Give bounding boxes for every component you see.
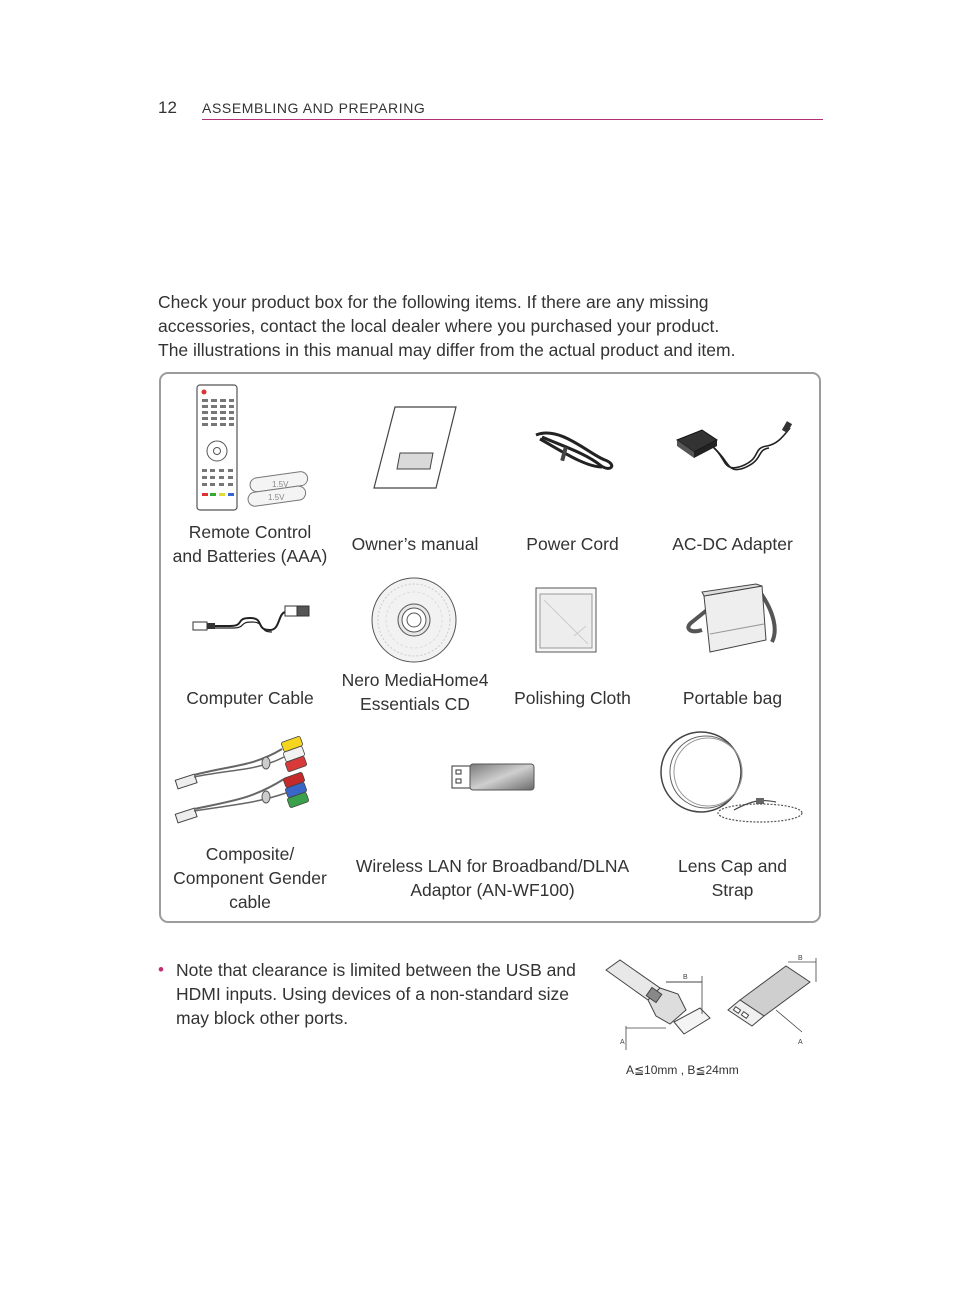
cd-illustration: [370, 576, 460, 664]
intro-line-2: accessories, contact the local dealer where you purchased your product.: [158, 316, 720, 336]
header-rule: [202, 119, 823, 120]
diagram-label-a-1: A: [620, 1039, 625, 1046]
intro-paragraph: [158, 290, 798, 362]
intro-line-1: Check your product box for the following items. If there are any missing: [158, 292, 709, 312]
clearance-dimensions: A≦10mm , B≦24mm: [626, 1063, 739, 1077]
wireless-lan-adaptor-illustration: [450, 762, 536, 792]
portable-bag-caption: Portable bag: [682, 688, 783, 708]
diagram-label-a-2: A: [798, 1039, 803, 1046]
polishing-cloth-caption: Polishing Cloth: [514, 688, 631, 708]
polishing-cloth-illustration: [534, 586, 598, 654]
section-title: ASSEMBLING AND PREPARING: [202, 100, 426, 116]
power-cord-illustration: [530, 425, 615, 475]
computer-cable-caption: Computer Cable: [186, 688, 314, 708]
cd-caption: Nero MediaHome4 Essentials CD: [341, 670, 489, 714]
owners-manual-illustration: [370, 405, 460, 490]
intro-line-3: The illustrations in this manual may differ from the actual product and item.: [158, 340, 736, 360]
wireless-lan-caption: Wireless LAN for Broadband/DLNA Adaptor (AN-WF100): [355, 856, 630, 900]
battery-label-2: 1.5V: [268, 493, 285, 502]
note-line-1: Note that clearance is limited between the USB and: [176, 960, 576, 980]
ac-dc-adapter-illustration: [672, 418, 797, 478]
clearance-diagram: [600, 952, 820, 1057]
composite-cable-illustration: [172, 735, 324, 827]
power-cord-caption: Power Cord: [526, 534, 619, 554]
remote-control-illustration: [192, 383, 312, 513]
ac-dc-adapter-caption: AC-DC Adapter: [672, 534, 793, 554]
computer-cable-illustration: [190, 598, 315, 638]
lens-cap-caption: Lens Cap and Strap: [678, 856, 787, 900]
composite-cable-caption: Composite/ Component Gender cable: [173, 844, 327, 912]
diagram-label-b-1: B: [683, 974, 688, 981]
battery-label-1: 1.5V: [272, 480, 289, 489]
portable-bag-illustration: [682, 582, 784, 657]
lens-cap-illustration: [656, 728, 806, 828]
note-line-2: HDMI inputs. Using devices of a non-standard size: [176, 984, 569, 1004]
note-line-3: may block other ports.: [176, 1008, 349, 1028]
diagram-label-b-2: B: [798, 955, 803, 962]
remote-caption: Remote Control and Batteries (AAA): [172, 522, 328, 566]
page-number: 12: [158, 98, 177, 117]
note-bullet: •: [158, 960, 164, 979]
owners-manual-caption: Owner’s manual: [351, 534, 479, 554]
